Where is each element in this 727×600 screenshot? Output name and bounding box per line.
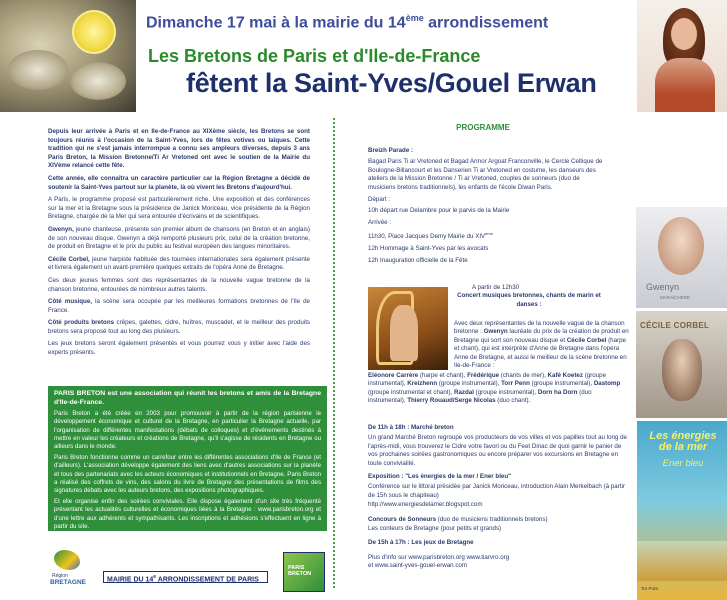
oyster-shell: [8, 50, 68, 90]
arrivee-item: 12h Inauguration officielle de la Fête: [368, 256, 468, 264]
lemon-slice: [72, 10, 116, 54]
poster-stripe: [637, 541, 727, 581]
intro-column: [48, 128, 310, 362]
region-bretagne-mark: [54, 550, 80, 570]
singer-photo: [637, 0, 727, 112]
market-and-more: [368, 424, 630, 571]
products-paragraph: Côté produits bretons crêpes, galettes, cidre, huîtres, muscadet, et le meilleur des produits bretons sera proposé tout au long des plusieurs.: [48, 319, 311, 335]
gwenyn-cover-label: Gwenyn: [646, 282, 680, 292]
conteurs-line: Les conteurs de Bretagne (pour petits et grands): [368, 525, 502, 533]
concours-line: Concours de Sonneurs (duo de musiciens traditionnels bretons): [368, 515, 548, 523]
cecile-face: [662, 339, 702, 401]
market-text: Un grand Marché Breton regroupe vos producteurs de vos villes et vos papilles tout au long de l'après-midi, vous trouverez le Cidre votre favori ou du Feet Dinac de quoi garnir le panier de vos prochaines soirées gastronomiques ou encore préparer vos excursions en Bretagne en toute convivialité.: [368, 434, 627, 467]
singer-face: [671, 18, 697, 50]
cecile-album-cover: [636, 311, 727, 418]
mairie-label: MAIRIE DU 14e ARRONDISSEMENT DE PARIS: [103, 571, 268, 583]
gwenyn-album-cover: [636, 207, 727, 308]
paris-breton-paragraph: Et elle organise enfin des soirées conviviales. Elle dispose également d'un site très fréquenté présentant les actualités culturelles et économiques liées à la Bretagne : www.parisbreton.org et d'une lettre aux adhérents et sympathisants. Les inscriptions et adhésions s'effectuent en ligne à partir du site.: [54, 498, 321, 530]
poster-footer: Tor Pont: [641, 586, 658, 591]
wave-paragraph: Ces deux jeunes femmes sont des représentantes de la nouvelle vague bretonne de la chanson bretonne, entourées de nombreux autres talents.: [48, 276, 310, 293]
expo-text: Conférence sur le littoral présidée par Janick Moriceau, introduction Alain Merkelbach (à partir de 15h sous le chapiteau): [368, 483, 625, 499]
games-paragraph: Les jeux bretons seront également présentés et vous pourrez vous y initier avec l'aide des experts présents.: [48, 340, 310, 357]
region-bretagne-logo: [48, 548, 90, 592]
paris-breton-title: PARIS BRETON est une association qui réunit les bretons et amis de la Bretagne d'Ile-de-France.: [54, 390, 321, 406]
concert-time: A partir de 12h30: [472, 284, 520, 291]
market-title: De 11h à 18h : Marché breton: [368, 424, 454, 431]
parade-text: Bagad Paris Ti ar Vretoned et Bagad Armor Argoat Franconville, le Cercle Celtique de Boulogne-Billancourt et les Danserien Ti ar Vretoned en costume, les danseurs des ateliers de la Mission Bretonne / Ti ar Vretoned, couples de sonneurs (duo de musiciens bretons traditionnels), les enfants de l'école Diwan Paris.: [368, 158, 603, 191]
concert-lineup: Eléonore Carrère (harpe et chant), Frédérique (chants de mer), Kafé Koetez (groupe instrumental), Kreizhenn (groupe instrumental), Torr Penn (groupe instrumental), Dastomp (groupe instrumental et chant), Razdal (groupe instrumental), Dorn ha Dorn (duo instrumental), Thierry Rouaud/Serge Nicolas (duo chant).: [368, 372, 621, 405]
arrivee-item: 11h30, Place Jacques Demy Mairie du XIVème: [368, 231, 493, 241]
info-line[interactable]: Plus d'info sur www.parisbreton.org www.tiarvro.org: [368, 553, 510, 561]
concert-section: [454, 284, 604, 313]
harpist-photo: [368, 287, 448, 370]
program-column: [368, 124, 608, 271]
program-title: PROGRAMME: [456, 123, 510, 132]
cecile-cover-label: CÉCILE CORBEL: [640, 321, 710, 330]
harpist-figure: [390, 305, 418, 361]
paris-breton-logo: [283, 552, 325, 592]
depart-label: Départ :: [368, 195, 391, 203]
parade-title: Breizh Parade :: [368, 146, 414, 154]
energies-poster: [637, 421, 727, 600]
paris-breton-box: [48, 386, 327, 531]
region-name: BRETAGNE: [50, 579, 86, 586]
paris-breton-paragraph: Paris Breton fonctionne comme un carrefour entre les différentes associations d'Ile de France (et d'ailleurs). L'association développe également des liens avec d'autres associations sur la planète et tous des partenariats avec les acteurs économiques et institutionnels en Bretagne. Paris Breton a réalisé des coffrets de vins, des salons du livre de Bretagne des présentations de films des signatures débats avec les auteurs bretons, des expositions photographiques.: [54, 454, 321, 495]
concert-title: Concert musiques bretonnes, chants de marin et danses :: [457, 292, 601, 308]
gwenyn-cover-sub: MARAÎCHÈRE: [660, 295, 691, 300]
event-date-heading: Dimanche 17 mai à la mairie du 14ème arrondissement: [146, 13, 549, 32]
program-paragraph: A Paris, le programme proposé est particulièrement riche. Une exposition et des conférences sur la mer et la Bretagne sous la présidence de Janick Moriceau, vice présidente de la Région Bretagne, chargée de la Mer qui sera entourée d'écrivains et de scientifiques.: [48, 196, 310, 221]
region-label: Région: [52, 573, 68, 579]
oysters-photo: [0, 0, 136, 112]
concert-details: Avec deux représentantes de la nouvelle vague de la chanson bretonne : Gwenyn lauréate du prix de la création de produit en Bretagne qui sort son nouveau disque et Cécile Corbel (harpe et chant), qui est interprète d'Anne de Bretagne dans l'opéra Anne de Bretagne, et aussi le meilleur de la scène bretonne en Ile-de-France :: [454, 320, 629, 370]
parade-section: [368, 147, 608, 266]
arrivee-item: 12h Hommage à Saint-Yves par les avocats: [368, 245, 489, 252]
music-paragraph: Côté musique, la scène sera occupée par les meilleures formations bretonnes de l'Ile de France.: [48, 298, 310, 314]
games-title: De 15h à 17h : Les jeux de Bretagne: [368, 539, 474, 547]
paris-breton-logo-text: PARIS BRETON: [288, 565, 312, 577]
poster-subtitle: Ener bleu: [662, 458, 704, 469]
column-divider: [333, 118, 335, 588]
depart-text: 10h départ rue Delambre pour le parvis de la Mairie: [368, 207, 510, 215]
poster-title: Les énergies de la mer: [649, 430, 717, 453]
info-line-2[interactable]: et www.saint-yves-gouel-erwan.com: [368, 562, 468, 570]
expo-title: Exposition : "Les énergies de la mer / Ener bleu": [368, 473, 512, 481]
paris-breton-paragraph: Paris Breton a été créée en 2003 pour promouvoir à partir de la région parisienne le développement économique et culturel de la Bretagne, en particulier la Bretagne actuelle, par l'organisation de différentes manifestations (débats de colloques) et d'événements destinés à mettre en valeur les créateurs et créations de Bretagne, qu'il s'agisse de résidents en Bretagne ou ailleurs dans le monde.: [54, 410, 321, 450]
title-line-1: Les Bretons de Paris et d'Ile-de-France: [148, 46, 481, 66]
intro-paragraph: Depuis leur arrivée à Paris et en Ile-de-France au XIXème siècle, les Bretons se sont toujours réunis à l'occasion de la Saint-Yves, lors de fêtes votives ou laïques. Cette tradition qui ne s'est jamais interrompue a connu ses ampleurs diverses, depuis 3 ans Paris Breton, la Mission Bretonne/Ti Ar Vretoned ont avec le soutien de la Mairie du XIVème relancé cette fête.: [48, 128, 310, 170]
oyster-shell: [70, 62, 126, 100]
singer-body: [655, 58, 715, 112]
cecile-paragraph: Cécile Corbel, jeune harpiste habituée des tournées internationales sera également présente et livrera également un avant-première quelques extraits de l'opéra Anne de Bretagne.: [48, 255, 311, 272]
gwenyn-paragraph: Gwenyn, jeune chanteuse, présente son premier album de chansons (en Breton et en anglais) de son nouveau disque. Gwenyn a déjà remporté plusieurs prix, celui de la création bretonne, de produit en Bretagne et le prix du public au festival européen des langues minoritaires.: [48, 225, 310, 251]
gwenyn-face: [658, 217, 704, 275]
expo-link[interactable]: http://www.energiesdelamer.blogspot.com: [368, 501, 483, 509]
title-line-2: fêtent la Saint-Yves/Gouel Erwan: [186, 68, 597, 98]
arrivee-label: Arrivée :: [368, 218, 392, 226]
region-paragraph: Cette année, elle connaîtra un caractère particulier car la Région Bretagne a décidé de soutenir la Saint-Yves partout sur la planète, là où vivent les Bretons d'aujourd'hui.: [48, 174, 310, 191]
